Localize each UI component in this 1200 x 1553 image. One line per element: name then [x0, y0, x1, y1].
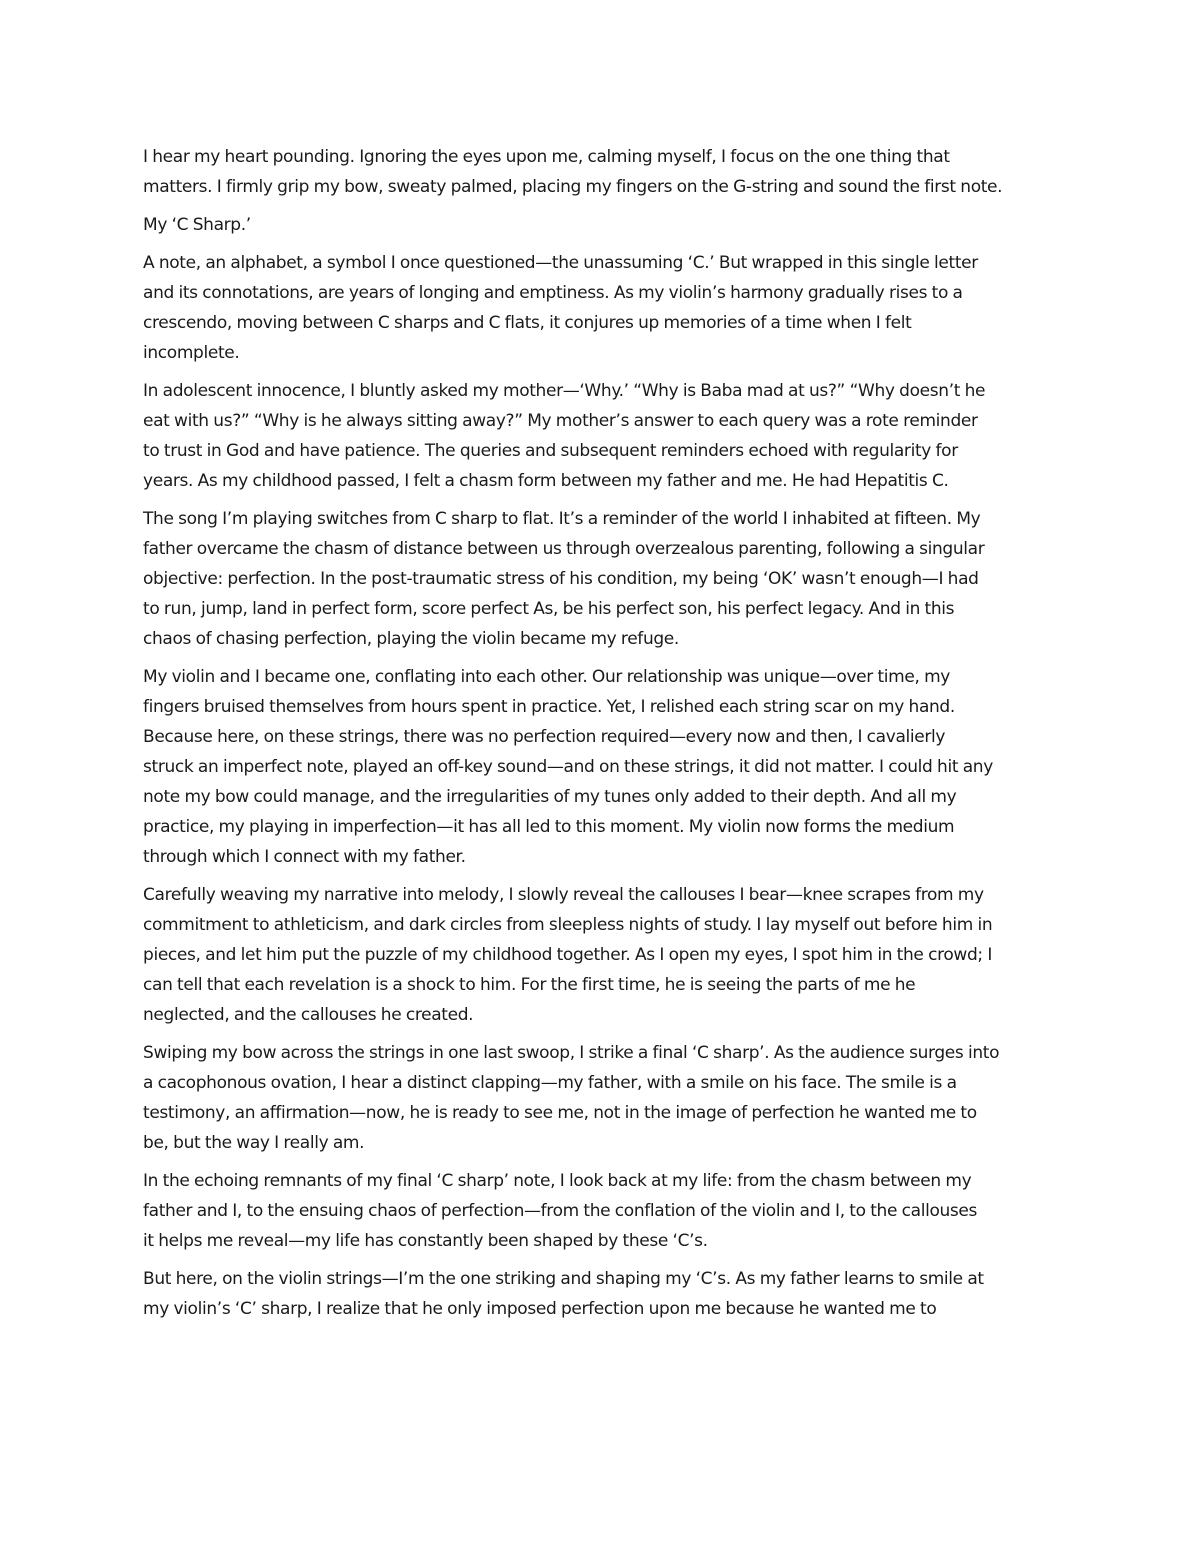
text-line: years. As my childhood passed, I felt a chasm form between my father and me. He had Hepatitis C.	[143, 471, 949, 491]
text-line: my violin’s ‘C’ sharp, I realize that he only imposed perfection upon me because he wanted me to	[143, 1299, 937, 1319]
text-line: fingers bruised themselves from hours spent in practice. Yet, I relished each string scar on my hand.	[143, 697, 955, 717]
text-line: father overcame the chasm of distance between us through overzealous parenting, following a singular	[143, 539, 985, 559]
text-line: testimony, an affirmation—now, he is ready to see me, not in the image of perfection he wanted me to	[143, 1103, 977, 1123]
text-line: to trust in God and have patience. The queries and subsequent reminders echoed with regularity for	[143, 441, 958, 461]
paragraph	[143, 504, 1068, 654]
text-line: it helps me reveal—my life has constantly been shaped by these ‘C’s.	[143, 1231, 708, 1251]
text-line: My violin and I became one, conflating into each other. Our relationship was unique—over time, my	[143, 667, 950, 687]
paragraph	[143, 376, 1068, 496]
text-line: But here, on the violin strings—I’m the one striking and shaping my ‘C’s. As my father learns to smile at	[143, 1269, 984, 1289]
text-line: and its connotations, are years of longing and emptiness. As my violin’s harmony gradually rises to a	[143, 283, 963, 303]
text-line: through which I connect with my father.	[143, 847, 466, 867]
text-line: crescendo, moving between C sharps and C flats, it conjures up memories of a time when I felt	[143, 313, 912, 333]
paragraph	[143, 880, 1068, 1030]
text-line: objective: perfection. In the post-traumatic stress of his condition, my being ‘OK’ wasn’t enough—I had	[143, 569, 979, 589]
paragraph	[143, 248, 1068, 368]
paragraph	[143, 662, 1068, 872]
text-line: In the echoing remnants of my final ‘C sharp’ note, I look back at my life: from the chasm between my	[143, 1171, 972, 1191]
text-line: practice, my playing in imperfection—it has all led to this moment. My violin now forms the medium	[143, 817, 955, 837]
paragraph	[143, 1264, 1068, 1324]
text-line: commitment to athleticism, and dark circles from sleepless nights of study. I lay myself out before him in	[143, 915, 993, 935]
text-line: pieces, and let him put the puzzle of my childhood together. As I open my eyes, I spot him in the crowd; I	[143, 945, 992, 965]
text-line: In adolescent innocence, I bluntly asked my mother—‘Why.’ “Why is Baba mad at us?” “Why doesn’t he	[143, 381, 986, 401]
paragraph	[143, 142, 1068, 202]
text-line: to run, jump, land in perfect form, score perfect As, be his perfect son, his perfect legacy. And in this	[143, 599, 955, 619]
text-line: eat with us?” “Why is he always sitting away?” My mother’s answer to each query was a rote reminder	[143, 411, 978, 431]
text-line: Because here, on these strings, there was no perfection required—every now and then, I cavalierly	[143, 727, 946, 747]
text-line: The song I’m playing switches from C sharp to flat. It’s a reminder of the world I inhabited at fifteen. My	[143, 509, 981, 529]
text-line: incomplete.	[143, 343, 240, 363]
text-line: matters. I firmly grip my bow, sweaty palmed, placing my fingers on the G-string and sound the first note.	[143, 177, 1003, 197]
text-line: chaos of chasing perfection, playing the violin became my refuge.	[143, 629, 679, 649]
text-line: My ‘C Sharp.’	[143, 215, 251, 235]
text-line: I hear my heart pounding. Ignoring the eyes upon me, calming myself, I focus on the one thing that	[143, 147, 950, 167]
text-line: be, but the way I really am.	[143, 1133, 365, 1153]
paragraph	[143, 210, 1068, 240]
paragraph	[143, 1038, 1068, 1158]
text-line: struck an imperfect note, played an off-key sound—and on these strings, it did not matter. I could hit any	[143, 757, 993, 777]
text-line: Swiping my bow across the strings in one last swoop, I strike a final ‘C sharp’. As the audience surges into	[143, 1043, 1000, 1063]
essay-body	[143, 142, 1068, 1332]
text-line: Carefully weaving my narrative into melody, I slowly reveal the callouses I bear—knee scrapes from my	[143, 885, 984, 905]
text-line: can tell that each revelation is a shock to him. For the first time, he is seeing the parts of me he	[143, 975, 916, 995]
text-line: a cacophonous ovation, I hear a distinct clapping—my father, with a smile on his face. The smile is a	[143, 1073, 957, 1093]
paragraph	[143, 1166, 1068, 1256]
text-line: note my bow could manage, and the irregularities of my tunes only added to their depth. And all my	[143, 787, 957, 807]
text-line: father and I, to the ensuing chaos of perfection—from the conflation of the violin and I, to the callouses	[143, 1201, 978, 1221]
text-line: A note, an alphabet, a symbol I once questioned—the unassuming ‘C.’ But wrapped in this single letter	[143, 253, 978, 273]
text-line: neglected, and the callouses he created.	[143, 1005, 474, 1025]
